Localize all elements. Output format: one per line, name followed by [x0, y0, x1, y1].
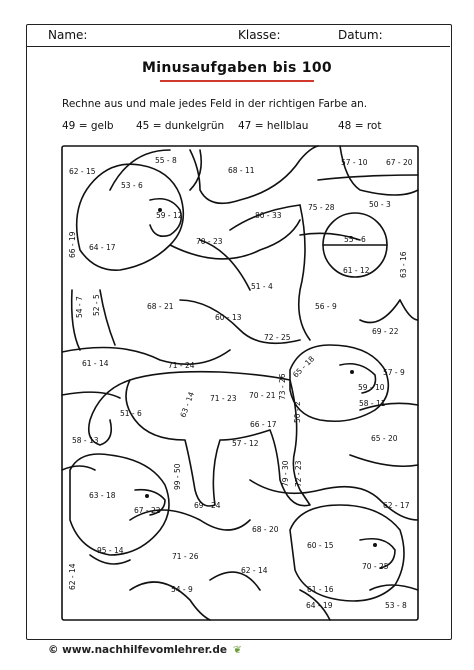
legend-item-lightblue: 47 = hellblau	[238, 120, 309, 132]
task-label: 62 - 17	[383, 501, 410, 510]
task-label: 61 - 12	[343, 266, 370, 275]
task-label: 71 - 26	[172, 552, 199, 561]
legend-item-darkgreen: 45 = dunkelgrün	[136, 120, 225, 132]
task-label-vertical: 73 - 26	[278, 373, 287, 400]
task-label: 69 - 24	[194, 501, 221, 510]
task-label-vertical: 63 - 16	[399, 251, 408, 278]
leaf-icon: ❦	[233, 644, 242, 656]
task-label-vertical: 66 - 19	[68, 231, 77, 258]
task-label-vertical: 99 - 50	[173, 463, 182, 490]
task-label: 57 - 10	[341, 158, 368, 167]
task-label: 65 - 20	[371, 434, 398, 443]
task-label: 60 - 15	[307, 541, 334, 550]
task-label: 67 - 22	[134, 506, 161, 515]
task-label: 62 - 14	[241, 566, 268, 575]
task-label: 60 - 13	[215, 313, 242, 322]
task-label: 71 - 23	[210, 394, 237, 403]
worksheet-title: Minusaufgaben bis 100	[142, 60, 332, 76]
task-label: 64 - 19	[306, 601, 333, 610]
task-label: 51 - 6	[120, 409, 142, 418]
task-label: 50 - 3	[369, 200, 391, 209]
task-label: 53 - 8	[385, 601, 407, 610]
task-label: 69 - 22	[372, 327, 399, 336]
task-label: 95 - 14	[97, 546, 124, 555]
task-label-vertical: 54 - 7	[75, 296, 84, 318]
task-label: 80 - 33	[255, 211, 282, 220]
task-label: 56 - 9	[315, 302, 337, 311]
task-label: 64 - 17	[89, 243, 116, 252]
task-label: 51 - 4	[251, 282, 273, 291]
instruction-text: Rechne aus und male jedes Feld in der richtigen Farbe an.	[62, 98, 368, 110]
task-label-vertical: 63 - 14	[178, 390, 196, 419]
task-label: 61 - 14	[82, 359, 109, 368]
task-label: 66 - 17	[250, 420, 277, 429]
task-label-vertical: 72 - 23	[294, 460, 303, 487]
date-label: Datum:	[338, 28, 383, 42]
task-label: 62 - 15	[69, 167, 96, 176]
task-label: 55 - 8	[155, 156, 177, 165]
task-label: 72 - 25	[264, 333, 291, 342]
task-label: 71 - 24	[168, 361, 195, 370]
task-label: 61 - 16	[307, 585, 334, 594]
task-label: 70 - 25	[362, 562, 389, 571]
task-label-vertical: 62 - 14	[68, 563, 77, 590]
task-label: 75 - 28	[308, 203, 335, 212]
task-label-vertical: 50 - 2	[293, 401, 302, 423]
task-label-vertical: 79 - 30	[281, 460, 290, 487]
task-label: 59 - 12	[156, 211, 183, 220]
task-label: 57 - 12	[232, 439, 259, 448]
task-label: 54 - 9	[171, 585, 193, 594]
name-label: Name:	[48, 28, 88, 42]
task-label: 67 - 20	[386, 158, 413, 167]
task-label: 59 - 10	[358, 383, 385, 392]
lion-mane-bottom-left	[70, 454, 169, 555]
task-label: 55 - 6	[344, 235, 366, 244]
task-label: 58 - 13	[72, 436, 99, 445]
legend-item-red: 48 = rot	[338, 120, 382, 132]
task-label: 68 - 21	[147, 302, 174, 311]
task-label: 63 - 18	[89, 491, 116, 500]
task-label: 68 - 20	[252, 525, 279, 534]
task-label-vertical: 52 - 5	[92, 294, 101, 316]
task-label: 70 - 21	[249, 391, 276, 400]
footer-copyright	[48, 644, 242, 656]
footer-text: © www.nachhilfevomlehrer.de	[48, 644, 227, 656]
legend-item-yellow: 49 = gelb	[62, 120, 114, 132]
task-label: 68 - 11	[228, 166, 255, 175]
task-label: 53 - 6	[121, 181, 143, 190]
task-label: 57 - 9	[383, 368, 405, 377]
class-label: Klasse:	[238, 28, 281, 42]
task-label: 58 - 11	[359, 399, 386, 408]
task-label-vertical: 65 - 18	[291, 354, 317, 380]
task-label: 70 - 23	[196, 237, 223, 246]
